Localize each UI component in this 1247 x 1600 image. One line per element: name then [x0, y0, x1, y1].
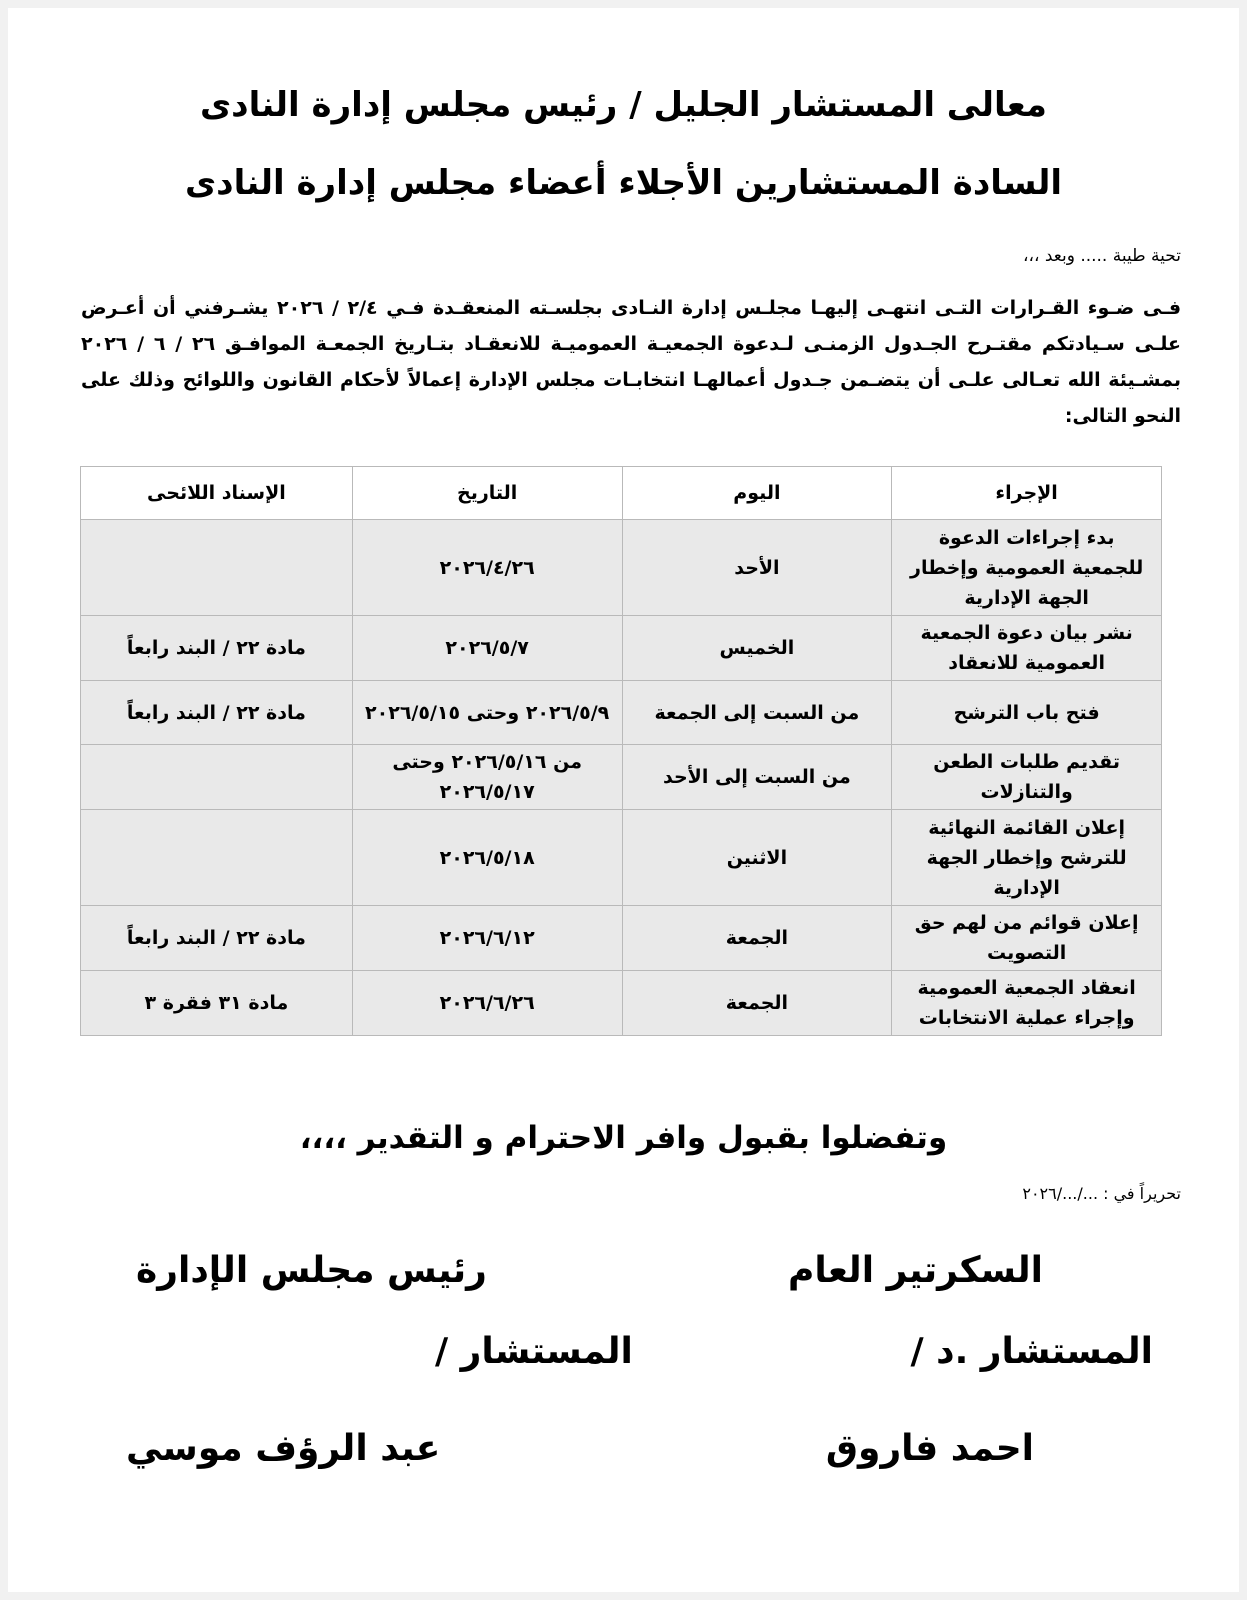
header-date: التاريخ [352, 467, 622, 520]
procedure-cell: انعقاد الجمعية العمومية وإجراء عملية الانتخابات [892, 971, 1162, 1036]
date-cell: ٢٠٢٦/٥/١٨ [352, 810, 622, 906]
date-cell: من ٢٠٢٦/٥/١٦ وحتى ٢٠٢٦/٥/١٧ [352, 745, 622, 810]
reference-cell [81, 745, 353, 810]
table-row [81, 616, 1162, 681]
document-page [8, 8, 1239, 1592]
day-cell: الخميس [622, 616, 892, 681]
procedure-cell: نشر بيان دعوة الجمعية العمومية للانعقاد [892, 616, 1162, 681]
schedule-table [80, 466, 1162, 1036]
header-procedure: الإجراء [892, 467, 1162, 520]
table-row [81, 681, 1162, 745]
reference-cell: مادة ٢٢ / البند رابعاً [81, 616, 353, 681]
date-cell: ٢٠٢٦/٥/٧ [352, 616, 622, 681]
date-cell: ٢٠٢٦/٦/٢٦ [352, 971, 622, 1036]
body-paragraph: فـى ضـوء القـرارات التـى انتهـى إليهـا مجلـس إدارة النـادى بجلسـته المنعقـدة فـي ٢/٤ / ٢٠٢٦ يشـرفني أن أعـرض علـى سـيادتكم مقتـرح الجـدول الزمنـى لـدعوة الجمعيـة العموميـة للانعقـاد بتـاريخ الجمعـة الموافـق ٢٦ / ٦ / ٢٠٢٦ بمشـيئة الله تعـالى علـى أن يتضـمن جـدول أعمالهـا انتخابـات مجلس الإدارة إعمالاً لأحكام القانون واللوائح وذلك على النحو التالى: [81, 297, 1182, 427]
board-chairman-rank: المستشار / [435, 1331, 633, 1372]
header-day: اليوم [622, 467, 892, 520]
table-row [81, 810, 1162, 906]
reference-cell [81, 810, 353, 906]
procedure-cell: إعلان القائمة النهائية للترشح وإخطار الجهة الإدارية [892, 810, 1162, 906]
procedure-cell: فتح باب الترشح [892, 681, 1162, 745]
day-cell: من السبت إلى الأحد [622, 745, 892, 810]
date-cell: ٢٠٢٦/٥/٩ وحتى ٢٠٢٦/٥/١٥ [352, 681, 622, 745]
table-row [81, 971, 1162, 1036]
procedure-cell: تقديم طلبات الطعن والتنازلات [892, 745, 1162, 810]
procedure-cell: بدء إجراءات الدعوة للجمعية العمومية وإخطار الجهة الإدارية [892, 520, 1162, 616]
date-written: تحريراً في : .../.../٢٠٢٦ [1022, 1184, 1181, 1203]
greeting: تحية طيبة ..... وبعد ،،، [1022, 246, 1181, 266]
closing-line: وتفضلوا بقبول وافر الاحترام و التقدير ،،،، [299, 1120, 948, 1156]
day-cell: الجمعة [622, 906, 892, 971]
addressee-line-2: السادة المستشارين الأجلاء أعضاء مجلس إدارة النادى [184, 163, 1063, 203]
secretary-general-name: احمد فاروق [825, 1428, 1034, 1469]
table-row [81, 520, 1162, 616]
reference-cell: مادة ٢٢ / البند رابعاً [81, 681, 353, 745]
date-cell: ٢٠٢٦/٤/٢٦ [352, 520, 622, 616]
board-chairman-name: عبد الرؤف موسي [126, 1428, 441, 1469]
day-cell: الاثنين [622, 810, 892, 906]
secretary-general-title: السكرتير العام [787, 1250, 1043, 1291]
board-chairman-title: رئيس مجلس الإدارة [136, 1250, 487, 1291]
reference-cell [81, 520, 353, 616]
table-row [81, 745, 1162, 810]
header-reference: الإسناد اللائحى [81, 467, 353, 520]
procedure-cell: إعلان قوائم من لهم حق التصويت [892, 906, 1162, 971]
secretary-general-rank: المستشار .د / [910, 1331, 1153, 1372]
reference-cell: مادة ٢٢ / البند رابعاً [81, 906, 353, 971]
addressee-line-1: معالى المستشار الجليل / رئيس مجلس إدارة النادى [200, 85, 1047, 125]
table-header-row [81, 467, 1162, 520]
reference-cell: مادة ٣١ فقرة ٣ [81, 971, 353, 1036]
day-cell: من السبت إلى الجمعة [622, 681, 892, 745]
day-cell: الأحد [622, 520, 892, 616]
table-row [81, 906, 1162, 971]
date-cell: ٢٠٢٦/٦/١٢ [352, 906, 622, 971]
day-cell: الجمعة [622, 971, 892, 1036]
